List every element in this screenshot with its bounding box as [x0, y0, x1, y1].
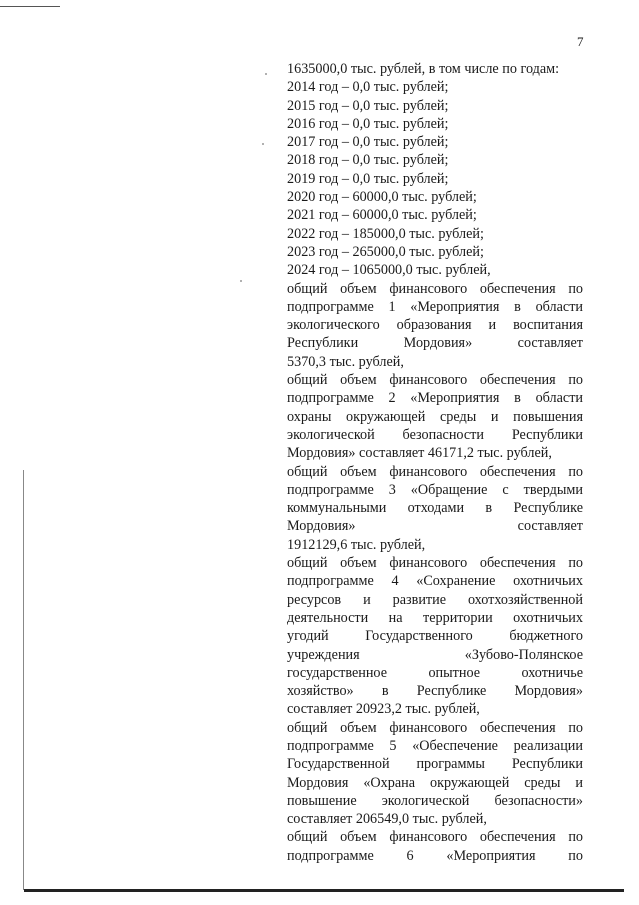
text-line: подпрограмме 6 «Мероприятия по [287, 847, 583, 864]
text-line: 2015 год – 0,0 тыс. рублей; [287, 97, 449, 114]
text-line: подпрограмме 3 «Обращение с твердыми [287, 481, 583, 498]
text-line: подпрограмме 4 «Сохранение охотничьих [287, 573, 583, 590]
text-line: Мордовия» составляет 46171,2 тыс. рублей, [287, 445, 552, 462]
text-line: экологического образования и воспитания [287, 317, 583, 334]
body-text [287, 60, 583, 865]
text-line: угодий Государственного бюджетного [287, 628, 583, 645]
text-line: общий объем финансового обеспечения по [287, 463, 583, 480]
text-line: Государственной программы Республики [287, 756, 583, 773]
text-line: хозяйство» в Республике Мордовия» [287, 683, 583, 700]
text-line: подпрограмме 1 «Мероприятия в области [287, 298, 583, 315]
text-line: общий объем финансового обеспечения по [287, 719, 583, 736]
text-line: общий объем финансового обеспечения по [287, 280, 583, 297]
text-line: экологической безопасности Республики [287, 426, 583, 443]
text-line: коммунальными отходами в Республике [287, 500, 583, 517]
scan-dust [265, 73, 267, 75]
text-line: 2019 год – 0,0 тыс. рублей; [287, 170, 449, 187]
text-line: 1912129,6 тыс. рублей, [287, 536, 426, 553]
text-line: общий объем финансового обеспечения по [287, 829, 583, 846]
text-line: 2022 год – 185000,0 тыс. рублей; [287, 225, 484, 242]
text-line: 2020 год – 60000,0 тыс. рублей; [287, 189, 477, 206]
scan-dust [240, 280, 242, 282]
text-line: 2014 год – 0,0 тыс. рублей; [287, 79, 449, 96]
text-line: Мордовия» составляет [287, 518, 583, 535]
scan-artifact-top [0, 6, 60, 7]
text-line: 5370,3 тыс. рублей, [287, 353, 404, 370]
text-line: 2021 год – 60000,0 тыс. рублей; [287, 207, 477, 224]
text-line: подпрограмме 5 «Обеспечение реализации [287, 737, 583, 754]
text-line: государственное опытное охотничье [287, 664, 583, 681]
text-line: 2024 год – 1065000,0 тыс. рублей, [287, 262, 491, 279]
text-line: составляет 206549,0 тыс. рублей, [287, 811, 487, 828]
text-line: Мордовия «Охрана окружающей среды и [287, 774, 583, 791]
scan-artifact-left [23, 470, 24, 890]
text-line: ресурсов и развитие охотхозяйственной [287, 591, 583, 608]
page-number: 7 [577, 34, 584, 49]
text-line: общий объем финансового обеспечения по [287, 372, 583, 389]
text-line: общий объем финансового обеспечения по [287, 555, 583, 572]
text-line: 2018 год – 0,0 тыс. рублей; [287, 152, 449, 169]
text-line: 2016 год – 0,0 тыс. рублей; [287, 115, 449, 132]
text-line: 2017 год – 0,0 тыс. рублей; [287, 134, 449, 151]
text-line: составляет 20923,2 тыс. рублей, [287, 701, 480, 718]
text-line: Республики Мордовия» составляет [287, 335, 583, 352]
text-line: учреждения «Зубово-Полянское [287, 646, 583, 663]
text-line: подпрограмме 2 «Мероприятия в области [287, 390, 583, 407]
scan-artifact-bottom [24, 889, 624, 892]
text-line: 1635000,0 тыс. рублей, в том числе по годам: [287, 61, 560, 77]
scan-dust [262, 143, 264, 145]
text-line: повышение экологической безопасности» [287, 792, 583, 809]
text-line: 2023 год – 265000,0 тыс. рублей; [287, 243, 484, 260]
text-line: деятельности на территории охотничьих [287, 609, 583, 626]
text-line: охраны окружающей среды и повышения [287, 408, 583, 425]
